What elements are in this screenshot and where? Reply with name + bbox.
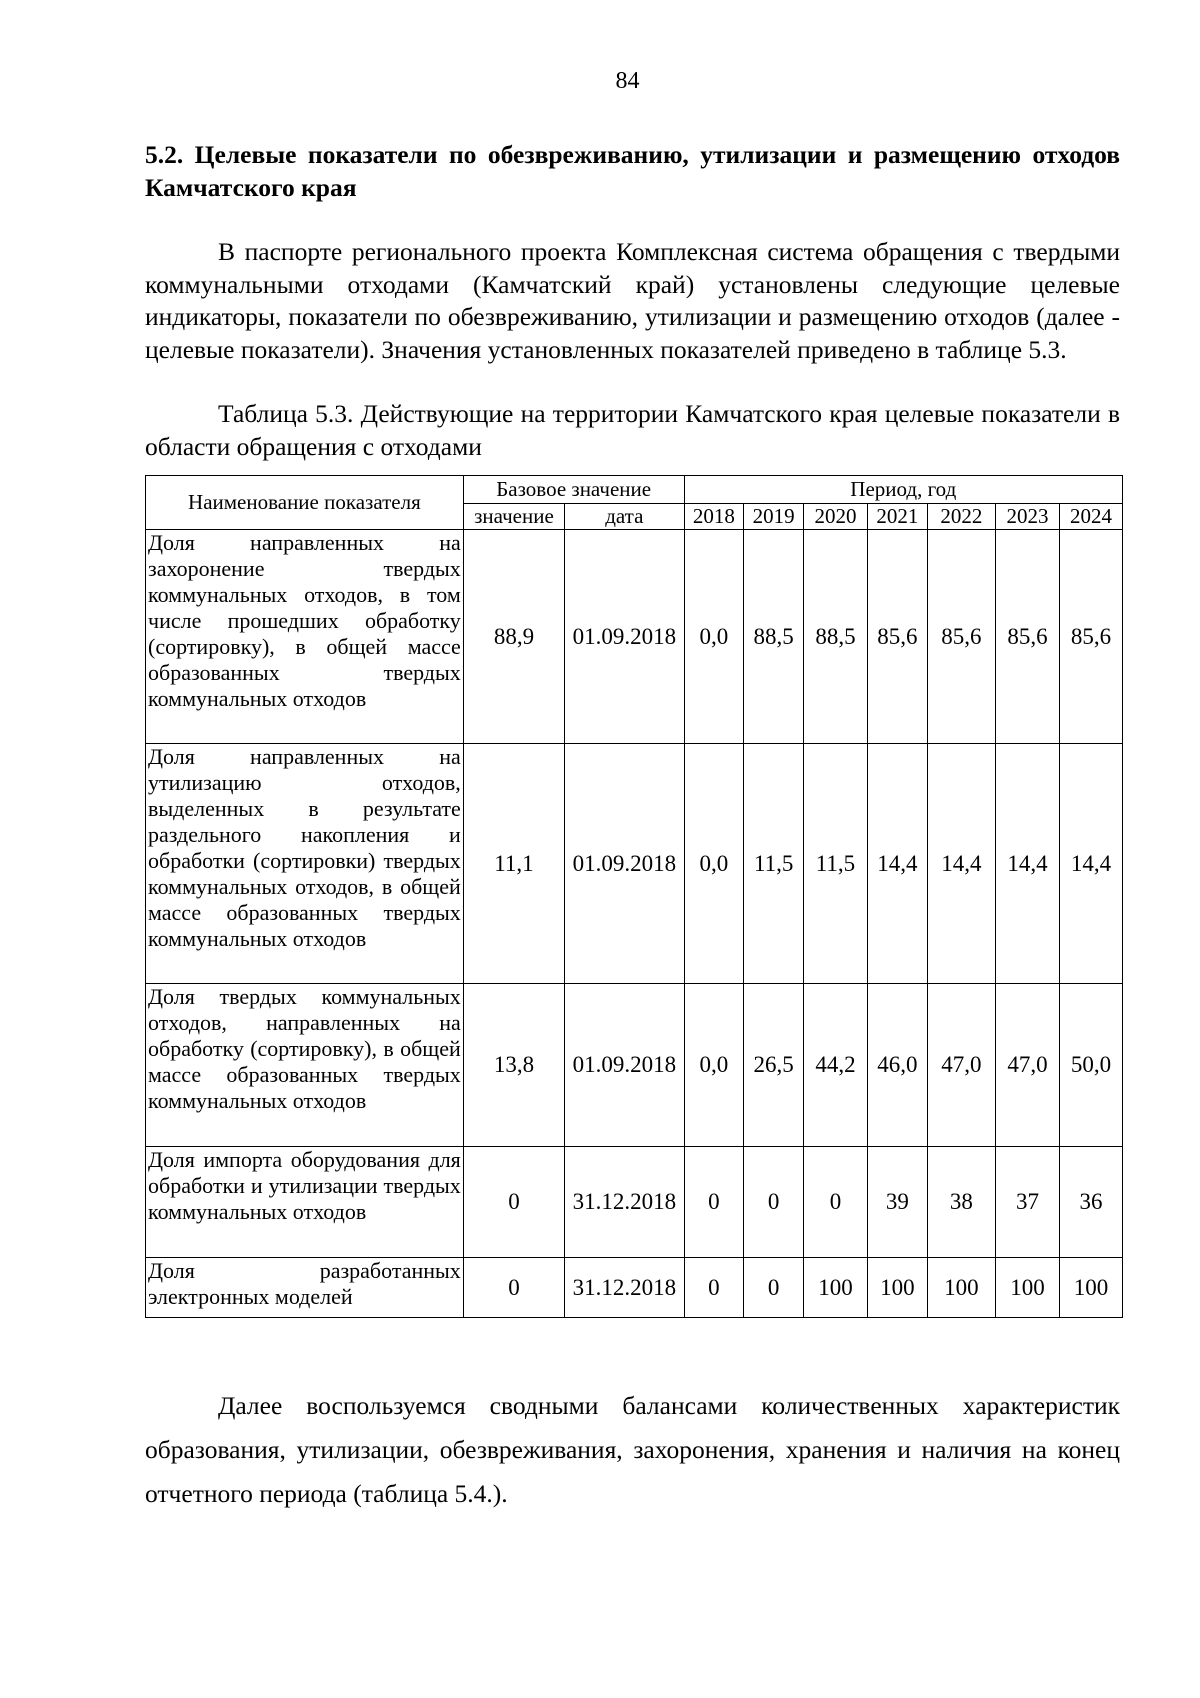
year-value: 0 xyxy=(684,1147,744,1258)
year-value: 100 xyxy=(927,1258,995,1318)
header-year: 2022 xyxy=(927,504,995,530)
year-value: 47,0 xyxy=(927,984,995,1147)
year-value: 100 xyxy=(995,1258,1059,1318)
base-date: 31.12.2018 xyxy=(565,1258,684,1318)
base-date: 01.09.2018 xyxy=(565,530,684,744)
year-value: 26,5 xyxy=(744,984,804,1147)
year-value: 37 xyxy=(995,1147,1059,1258)
base-date: 31.12.2018 xyxy=(565,1147,684,1258)
indicator-name: Доля направленных на утилизацию отходов, выделенных в результате раздельного накопления и обработки (сортировки) твердых коммунальных отходов, в общей массе образованных твердых коммунальных отходов xyxy=(146,744,464,984)
year-value: 85,6 xyxy=(867,530,927,744)
section-title: 5.2. Целевые показатели по обезвреживанию, утилизации и размещению отходов Камчатского края xyxy=(145,140,1120,202)
header-year: 2018 xyxy=(684,504,744,530)
year-value: 39 xyxy=(867,1147,927,1258)
base-value: 11,1 xyxy=(463,744,564,984)
year-value: 0,0 xyxy=(684,530,744,744)
table-row xyxy=(146,1258,1123,1318)
table-row xyxy=(146,984,1123,1147)
header-period: Период, год xyxy=(684,476,1122,504)
indicator-name: Доля направленных на захоронение твердых коммунальных отходов, в том числе прошедших обработку (сортировку), в общей массе образованных твердых коммунальных отходов xyxy=(146,530,464,744)
base-value: 0 xyxy=(463,1258,564,1318)
year-value: 38 xyxy=(927,1147,995,1258)
header-year: 2021 xyxy=(867,504,927,530)
page-number: 84 xyxy=(615,68,640,94)
base-date: 01.09.2018 xyxy=(565,984,684,1147)
header-year: 2020 xyxy=(804,504,868,530)
year-value: 0 xyxy=(684,1258,744,1318)
year-value: 0,0 xyxy=(684,984,744,1147)
year-value: 88,5 xyxy=(744,530,804,744)
header-year: 2023 xyxy=(995,504,1059,530)
header-year: 2019 xyxy=(744,504,804,530)
base-value: 88,9 xyxy=(463,530,564,744)
indicator-name: Доля импорта оборудования для обработки и утилизации твердых коммунальных отходов xyxy=(146,1147,464,1258)
year-value: 14,4 xyxy=(995,744,1059,984)
year-value: 11,5 xyxy=(744,744,804,984)
table-caption: Таблица 5.3. Действующие на территории Камчатского края целевые показатели в области обращения с отходами xyxy=(145,399,1120,461)
outro-paragraph: Далее воспользуемся сводными балансами количественных характеристик образования, утилизации, обезвреживания, захоронения, хранения и наличия на конец отчетного периода (таблица 5.4.). xyxy=(145,1391,1120,1508)
base-date: 01.09.2018 xyxy=(565,744,684,984)
year-value: 85,6 xyxy=(995,530,1059,744)
year-value: 100 xyxy=(1059,1258,1122,1318)
header-base: Базовое значение xyxy=(463,476,684,504)
indicator-name: Доля разработанных электронных моделей xyxy=(146,1258,464,1318)
year-value: 14,4 xyxy=(1059,744,1122,984)
year-value: 47,0 xyxy=(995,984,1059,1147)
table-row xyxy=(146,1147,1123,1258)
year-value: 50,0 xyxy=(1059,984,1122,1147)
year-value: 85,6 xyxy=(1059,530,1122,744)
header-base-date: дата xyxy=(565,504,684,530)
indicators-table xyxy=(145,475,1123,1318)
year-value: 0 xyxy=(744,1147,804,1258)
year-value: 100 xyxy=(804,1258,868,1318)
year-value: 0 xyxy=(744,1258,804,1318)
table-row xyxy=(146,744,1123,984)
year-value: 14,4 xyxy=(927,744,995,984)
header-year: 2024 xyxy=(1059,504,1122,530)
base-value: 13,8 xyxy=(463,984,564,1147)
year-value: 100 xyxy=(867,1258,927,1318)
year-value: 85,6 xyxy=(927,530,995,744)
year-value: 44,2 xyxy=(804,984,868,1147)
intro-paragraph: В паспорте регионального проекта Комплексная система обращения с твердыми коммунальными отходами (Камчатский край) установлены следующие целевые индикаторы, показатели по обезвреживанию, утилизации и размещению отходов (далее - целевые показатели). Значения установленных показателей приведено в таблице 5.3. xyxy=(145,237,1120,364)
indicator-name: Доля твердых коммунальных отходов, направленных на обработку (сортировку), в общей массе образованных твердых коммунальных отходов xyxy=(146,984,464,1147)
year-value: 0 xyxy=(804,1147,868,1258)
header-name: Наименование показателя xyxy=(146,476,464,530)
header-base-value: значение xyxy=(463,504,564,530)
year-value: 46,0 xyxy=(867,984,927,1147)
table-row xyxy=(146,530,1123,744)
year-value: 88,5 xyxy=(804,530,868,744)
year-value: 11,5 xyxy=(804,744,868,984)
year-value: 14,4 xyxy=(867,744,927,984)
year-value: 0,0 xyxy=(684,744,744,984)
year-value: 36 xyxy=(1059,1147,1122,1258)
base-value: 0 xyxy=(463,1147,564,1258)
